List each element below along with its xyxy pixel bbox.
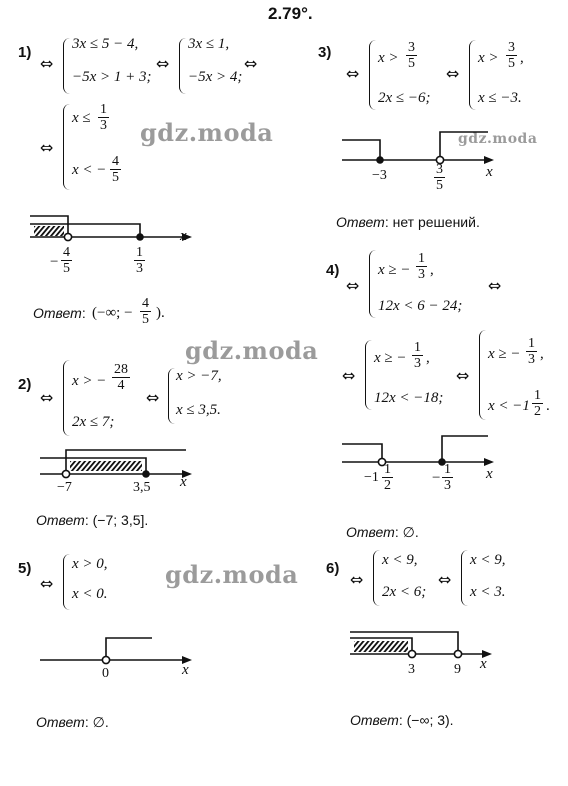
fraction-three-fifths: $\frac{3}{5}$ [508,40,515,71]
p4-s2-line1-prefix: x ≥ − [374,350,407,366]
fraction-28-4: $\frac{28}{4}$ [114,362,128,393]
answer: Ответ: нет решений. [336,214,480,230]
comma: , [430,262,434,278]
system-brace [469,40,476,110]
p1-s3-line1-prefix: x ≤ [72,110,91,126]
p1-s3-line2-prefix: x < − [72,162,107,178]
tick-label: $\frac{1}{2}$ [384,462,391,493]
comma: , [540,346,544,362]
system-brace [461,550,468,606]
system-brace [179,38,186,94]
tick-label: −7 [57,480,72,495]
p1-s2-line1: 3x ≤ 1, [188,36,230,52]
equivalence-sign: ⇔ [146,388,160,407]
tick-label: −1 [364,470,379,485]
equivalence-sign: ⇔ [346,276,360,295]
p2-number-line [0,436,200,486]
equivalence-sign: ⇔ [456,366,470,385]
watermark: gdz.moda [165,560,299,589]
axis-label: x [486,466,493,482]
equivalence-sign: ⇔ [244,54,258,73]
p6-number-line [340,626,520,670]
axis-label: x [486,164,493,180]
tick-label: 3 [408,662,415,677]
p5-s1-line2: x < 0. [72,586,108,602]
p4-s2-line2: 12x < −18; [374,390,444,406]
fraction-three-fifths: $\frac{3}{5}$ [408,40,415,71]
p1-s1-line2: −5x > 1 + 3; [72,69,152,85]
fraction-one-third: $\frac{1}{3}$ [418,251,425,282]
p3-s1-line1-prefix: x > [378,50,399,66]
p4-s1-line1-prefix: x ≥ − [378,262,411,278]
tick-label: 0 [102,666,109,681]
system-brace [168,368,175,424]
equivalence-sign: ⇔ [438,570,452,589]
problem-4-label: 4) [326,262,340,279]
p2-s1-line1-prefix: x > − [72,373,107,389]
p1-s1-line1: 3x ≤ 5 − 4, [72,36,139,52]
answer-fraction: $\frac{4}{5}$ [142,296,149,327]
answer: Ответ: (−7; 3,5]. [36,512,149,528]
p4-number-line [330,430,510,480]
p3-s2-line1-prefix: x > [478,50,499,66]
answer-close: ). [156,305,165,321]
axis-label: x [180,228,187,244]
equivalence-sign: ⇔ [40,138,54,157]
system-brace [369,250,376,318]
p6-s1-line2: 2x < 6; [382,584,427,600]
answer: Ответ: ∅. [346,524,419,540]
tick-label: $\frac{1}{3}$ [136,245,143,276]
answer-label: Ответ: [33,305,86,321]
problem-1-label: 1) [18,44,32,61]
fraction-one-half: $\frac{1}{2}$ [534,388,541,419]
p2-s2-line1: x > −7, [176,368,222,384]
equivalence-sign: ⇔ [40,388,54,407]
tick-label: $\frac{4}{5}$ [63,245,70,276]
equivalence-sign: ⇔ [40,54,54,73]
problem-6-label: 6) [326,560,340,577]
p6-s2-line2: x < 3. [470,584,506,600]
minus-sign: − [432,470,441,486]
p3-number-line [330,126,510,176]
tick-label: 3,5 [133,480,151,495]
problem-5-label: 5) [18,560,32,577]
fraction-one-third: $\frac{1}{3}$ [100,102,107,133]
axis-label: x [480,656,487,672]
equivalence-sign: ⇔ [40,574,54,593]
p3-s1-line2: 2x ≤ −6; [378,90,431,106]
axis-label: x [182,662,189,678]
problem-3-label: 3) [318,44,332,61]
tick-label: −3 [372,168,387,183]
p3-s2-line2: x ≤ −3. [478,90,522,106]
equivalence-sign: ⇔ [156,54,170,73]
watermark: gdz.moda [140,118,274,147]
axis-label: x [180,474,187,490]
p6-s1-line1: x < 9, [382,552,418,568]
tick-label: $\frac{3}{5}$ [436,162,443,193]
answer-open: (−∞; − [92,305,133,321]
answer: Ответ: ∅. [36,714,109,730]
fraction-one-third: $\frac{1}{3}$ [528,336,535,367]
equivalence-sign: ⇔ [346,64,360,83]
p2-s1-line2: 2x ≤ 7; [72,414,115,430]
p4-s3-line2-prefix: x < −1 [488,398,530,414]
period: . [546,398,550,414]
p6-s2-line1: x < 9, [470,552,506,568]
fraction-one-third: $\frac{1}{3}$ [414,340,421,371]
p5-s1-line1: x > 0, [72,556,108,572]
system-brace [63,38,70,94]
system-brace [373,550,380,606]
tick-label: 9 [454,662,461,677]
p2-s2-line2: x ≤ 3,5. [176,402,221,418]
system-brace [63,360,70,436]
p5-number-line [0,630,200,676]
problem-title: 2.79°. [268,4,313,23]
watermark: gdz.moda [458,131,538,147]
comma: , [426,350,430,366]
system-brace [369,40,376,110]
answer: Ответ: (−∞; 3). [350,712,454,728]
system-brace [63,554,70,610]
fraction-four-fifths: $\frac{4}{5}$ [112,154,119,185]
comma: , [520,50,524,66]
equivalence-sign: ⇔ [446,64,460,83]
watermark: gdz.moda [185,336,319,365]
system-brace [63,104,70,190]
p4-s3-line1-prefix: x ≥ − [488,346,521,362]
p1-number-line [0,200,200,250]
problem-2-label: 2) [18,376,32,393]
equivalence-sign: ⇔ [342,366,356,385]
equivalence-sign: ⇔ [350,570,364,589]
system-brace [365,340,372,410]
tick-label: $\frac{1}{3}$ [444,462,451,493]
minus-sign: − [50,254,59,270]
p1-s2-line2: −5x > 4; [188,69,243,85]
equivalence-sign: ⇔ [488,276,502,295]
p4-s1-line2: 12x < 6 − 24; [378,298,463,314]
system-brace [479,330,486,420]
